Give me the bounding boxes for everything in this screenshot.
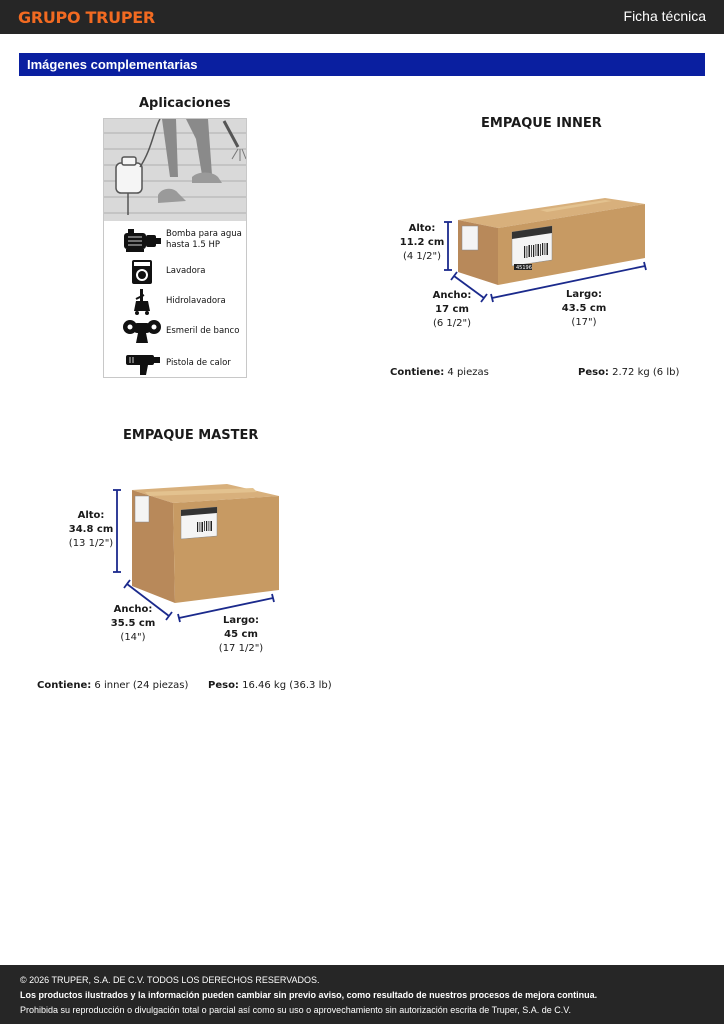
application-label: Lavadora (166, 266, 206, 276)
application-label: Hidrolavadora (166, 296, 226, 306)
inner-box-code: 45196 (516, 265, 532, 271)
master-contents: Contiene: 6 inner (24 piezas) (37, 680, 189, 691)
master-package-title: EMPAQUE MASTER (123, 428, 259, 443)
inner-weight: Peso: 2.72 kg (6 lb) (578, 367, 680, 378)
application-item-bench-grinder (104, 317, 246, 347)
applications-title: Aplicaciones (139, 96, 231, 111)
bench-grinder-icon (122, 319, 162, 345)
pump-usage-illustration (104, 119, 246, 221)
inner-height-label: Alto: 11.2 cm (4 1/2") (399, 223, 445, 262)
section-header (19, 53, 705, 76)
application-item-washing-machine (104, 257, 246, 287)
footer-notice: Los productos ilustrados y la información pueden cambiar sin previo aviso, como resultado de nuestros procesos de mejora continua. (20, 990, 598, 1000)
applications-photo (104, 119, 246, 221)
inner-contents: Contiene: 4 piezas (390, 367, 489, 378)
inner-box-illustration (440, 190, 655, 305)
application-item-water-pump (104, 225, 246, 255)
inner-length-label: Largo: 43.5 cm (17") (561, 289, 607, 328)
pressure-washer-icon (122, 289, 162, 315)
washing-machine-icon (122, 259, 162, 285)
brand-logo[interactable]: GRUPO TRUPER (18, 8, 155, 27)
footer-legal: Prohibida su reproducción o divulgación total o parcial así como su uso o aprovechamiento sin autorización escrita de Truper, S.A. de C.V. (20, 1005, 571, 1015)
document-type: Ficha técnica (623, 8, 706, 24)
master-weight: Peso: 16.46 kg (36.3 lb) (208, 680, 332, 691)
application-label: Bomba para agua hasta 1.5 HP (166, 229, 242, 250)
master-length-label: Largo: 45 cm (17 1/2") (218, 615, 264, 654)
top-bar (0, 0, 724, 34)
application-label: Esmeril de banco (166, 326, 240, 336)
master-height-label: Alto: 34.8 cm (13 1/2") (68, 510, 114, 549)
master-width-label: Ancho: 35.5 cm (14") (110, 604, 156, 643)
footer (0, 965, 724, 1024)
applications-card (103, 118, 247, 378)
application-item-pressure-washer (104, 287, 246, 317)
application-item-heat-gun (104, 349, 246, 379)
heat-gun-icon (122, 351, 162, 377)
water-pump-icon (122, 227, 162, 253)
inner-width-label: Ancho: 17 cm (6 1/2") (432, 290, 472, 329)
application-label: Pistola de calor (166, 358, 231, 368)
footer-copyright: © 2026 TRUPER, S.A. DE C.V. TODOS LOS DERECHOS RESERVADOS. (20, 975, 320, 985)
inner-package-title: EMPAQUE INNER (481, 116, 602, 131)
section-title: Imágenes complementarias (27, 57, 198, 72)
